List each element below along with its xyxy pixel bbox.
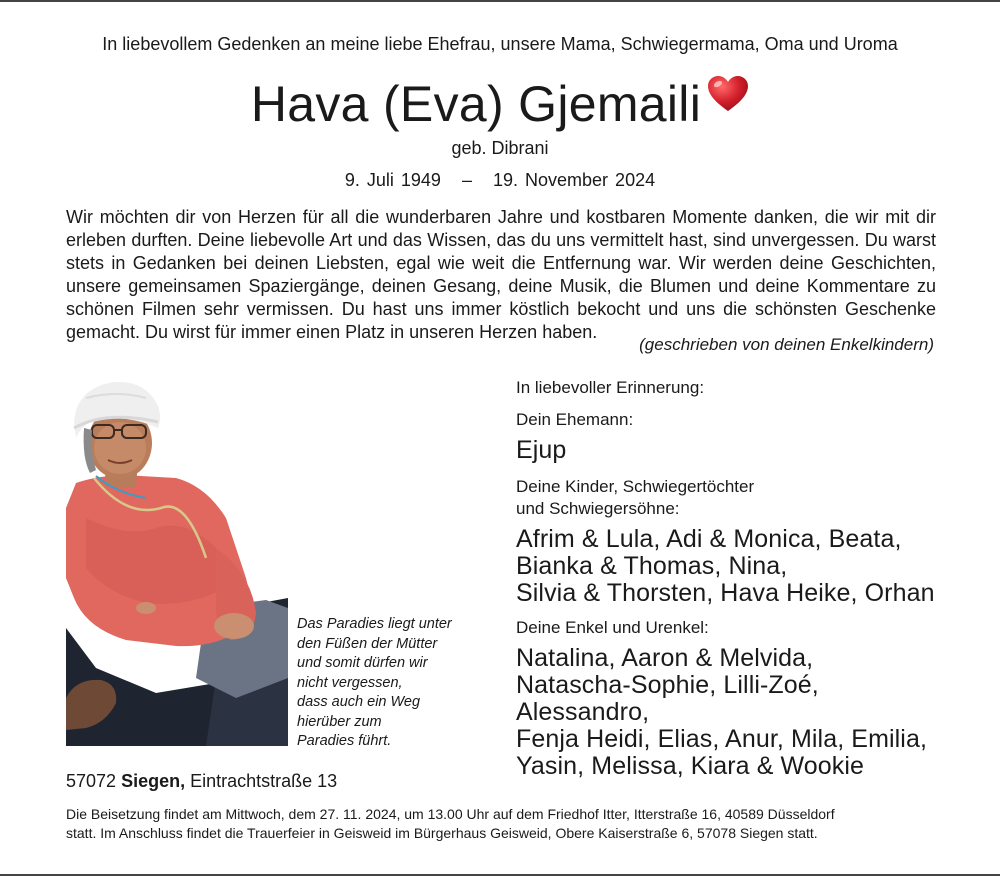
grandchildren-names: Natalina, Aaron & Melvida, bbox=[516, 644, 814, 672]
children-names: Silvia & Thorsten, Hava Heike, Orhan bbox=[516, 579, 935, 607]
funeral-info bbox=[66, 805, 946, 843]
quote-line: Paradies führt. bbox=[297, 733, 392, 749]
husband-label: Dein Ehemann: bbox=[516, 410, 634, 429]
dedication-line: In liebevollem Gedenken an meine liebe Ehefrau, unsere Mama, Schwiegermama, Oma und Uroma bbox=[102, 34, 898, 54]
deceased-name: Hava (Eva) Gjemaili bbox=[250, 76, 702, 132]
children-names: Bianka & Thomas, Nina, bbox=[516, 552, 788, 580]
children-label-cont: und Schwiegersöhne: bbox=[516, 499, 680, 518]
quote-text bbox=[297, 615, 497, 752]
grandchildren-names: Fenja Heidi, Elias, Anur, Mila, Emilia, bbox=[516, 725, 928, 753]
quote-line: den Füßen der Mütter bbox=[297, 635, 438, 652]
tribute-text: Wir möchten dir von Herzen für all die wunderbaren Jahre und kostbaren Momente danken, die wir mit dir erleben durften. Deine liebevolle Art und das Wissen, das du uns vermittelt hast, sind unvergessen. Du warst stets in Gedanken bei deinen Liebsten, egal wie weit die Entfernung war. Wir werden deine Geschichten, unsere gemeinsamen Spaziergänge, deinen Gesang, deine Musik, die Blumen und deine Kommentare zu schönen Filmen sehr vermissen. Du hast uns immer köstlich bekocht und uns die schönsten Geschenke gemacht. Du wirst für immer einen Platz in unseren Herzen haben. bbox=[66, 207, 936, 342]
address-street: Eintrachtstraße 13 bbox=[190, 771, 338, 791]
date-dash: – bbox=[461, 170, 472, 190]
funeral-line: Die Beisetzung findet am Mittwoch, dem 27. 11. 2024, um 13.00 Uhr auf dem Friedhof Itter, Itterstraße 16, 40589 Düsseldorf bbox=[66, 806, 835, 822]
family-list bbox=[516, 377, 956, 780]
quote-line: hierüber zum bbox=[297, 713, 382, 730]
quote-line: nicht vergessen, bbox=[297, 674, 403, 691]
quote-line: und somit dürfen wir bbox=[297, 655, 428, 671]
address-postcode: 57072 bbox=[66, 771, 117, 791]
death-date: 19. November 2024 bbox=[493, 170, 656, 190]
children-names: Afrim & Lula, Adi & Monica, Beata, bbox=[516, 525, 902, 553]
grandchildren-names: Yasin, Melissa, Kiara & Wookie bbox=[516, 752, 865, 780]
portrait-photo bbox=[66, 378, 288, 746]
grandchildren-names: Natascha-Sophie, Lilli-Zoé, Alessandro, bbox=[516, 671, 819, 726]
family-intro: In liebevoller Erinnerung: bbox=[516, 378, 705, 397]
grandchildren-label: Deine Enkel und Urenkel: bbox=[516, 618, 709, 637]
address-city: Siegen, bbox=[121, 771, 186, 791]
birth-date: 9. Juli 1949 bbox=[344, 170, 441, 190]
funeral-line: statt. Im Anschluss findet die Trauerfeier in Geisweid im Bürgerhaus Geisweid, Obere Kaiserstraße 6, 57078 Siegen statt. bbox=[66, 825, 818, 841]
quote-line: dass auch ein Weg bbox=[297, 694, 421, 710]
husband-name: Ejup bbox=[516, 436, 567, 464]
quote-line: Das Paradies liegt unter bbox=[297, 616, 452, 632]
maiden-name: geb. Dibrani bbox=[451, 138, 549, 158]
life-dates bbox=[0, 170, 1000, 191]
heart-icon bbox=[707, 75, 749, 113]
deceased-name-line bbox=[0, 73, 1000, 135]
tribute-credit: (geschrieben von deinen Enkelkindern) bbox=[639, 335, 934, 354]
children-label: Deine Kinder, Schwiegertöchter bbox=[516, 477, 755, 496]
address-line bbox=[66, 771, 337, 792]
